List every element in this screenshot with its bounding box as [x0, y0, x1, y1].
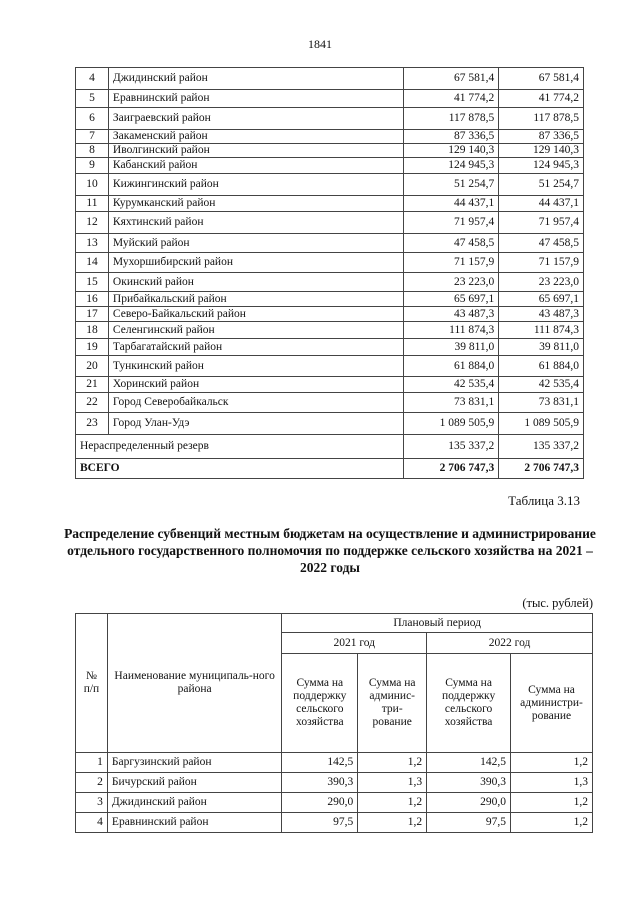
amount-col1: 23 223,0	[403, 273, 499, 292]
table-row	[76, 322, 584, 339]
amount-col2: 117 878,5	[499, 108, 584, 130]
agriculture-subsidy-table	[75, 613, 593, 833]
amount-col1: 111 874,3	[403, 322, 499, 339]
table-row	[76, 253, 584, 273]
admin-2022: 1,2	[511, 753, 593, 773]
support-2022: 390,3	[427, 773, 511, 793]
district-name: Кижингинский район	[108, 174, 403, 196]
admin-2021: 1,2	[358, 793, 427, 813]
header-period: Плановый период	[282, 614, 593, 633]
district-name: Закаменский район	[108, 130, 403, 144]
amount-col1: 124 945,3	[403, 158, 499, 174]
amount-col2: 43 487,3	[499, 307, 584, 322]
support-2022: 290,0	[427, 793, 511, 813]
amount-col1: 43 487,3	[403, 307, 499, 322]
row-number: 9	[76, 158, 109, 174]
row-number: 11	[76, 196, 109, 212]
row-number: 7	[76, 130, 109, 144]
row-number: 21	[76, 377, 109, 393]
reserve-row-label: Нераспределенный резерв	[76, 435, 404, 459]
amount-col2: 1 089 505,9	[499, 413, 584, 435]
amount-col1: 47 458,5	[403, 234, 499, 253]
reserve-row-amount-col2: 135 337,2	[499, 435, 584, 459]
row-number: 15	[76, 273, 109, 292]
table-row	[76, 773, 593, 793]
header-year-2022: 2022 год	[427, 633, 593, 654]
district-name: Джидинский район	[108, 68, 403, 90]
district-name: Бичурский район	[107, 773, 281, 793]
amount-col2: 51 254,7	[499, 174, 584, 196]
row-number: 2	[76, 773, 108, 793]
amount-col1: 39 811,0	[403, 339, 499, 356]
amount-col2: 129 140,3	[499, 144, 584, 158]
amount-col2: 124 945,3	[499, 158, 584, 174]
district-name: Город Улан-Удэ	[108, 413, 403, 435]
row-number: 3	[76, 793, 108, 813]
amount-col2: 44 437,1	[499, 196, 584, 212]
row-number: 13	[76, 234, 109, 253]
row-number: 5	[76, 90, 109, 108]
table-title: Распределение субвенций местным бюджетам на осуществление и администрирование отдельного государственного полномочия по поддержке сельского хозяйства на 2021 – 2022 годы	[64, 526, 596, 575]
amount-col1: 51 254,7	[403, 174, 499, 196]
table-row	[76, 377, 584, 393]
amount-col1: 129 140,3	[403, 144, 499, 158]
amount-col2: 87 336,5	[499, 130, 584, 144]
table-row	[76, 90, 584, 108]
header-admin-2021: Сумма на админис-три-рование	[358, 654, 427, 753]
reserve-row-amount-col1: 135 337,2	[403, 435, 499, 459]
subsidy-table-continued	[75, 67, 584, 479]
district-name: Прибайкальский район	[108, 292, 403, 307]
row-number: 14	[76, 253, 109, 273]
table-row	[76, 753, 593, 773]
header-support-2021: Сумма на поддержку сельского хозяйства	[282, 654, 358, 753]
table-row	[76, 234, 584, 253]
district-name: Муйский район	[108, 234, 403, 253]
amount-col1: 61 884,0	[403, 356, 499, 377]
table-row	[76, 130, 584, 144]
amount-col1: 87 336,5	[403, 130, 499, 144]
row-number: 16	[76, 292, 109, 307]
support-2021: 142,5	[282, 753, 358, 773]
table-row	[76, 813, 593, 833]
district-name: Город Северобайкальск	[108, 393, 403, 413]
amount-col2: 65 697,1	[499, 292, 584, 307]
amount-col1: 41 774,2	[403, 90, 499, 108]
amount-col1: 44 437,1	[403, 196, 499, 212]
total-row-amount-col2: 2 706 747,3	[499, 459, 584, 479]
total-row-amount-col1: 2 706 747,3	[403, 459, 499, 479]
admin-2022: 1,2	[511, 813, 593, 833]
table-row	[76, 68, 584, 90]
district-name: Курумканский район	[108, 196, 403, 212]
row-number: 10	[76, 174, 109, 196]
amount-col2: 71 957,4	[499, 212, 584, 234]
district-name: Хоринский район	[108, 377, 403, 393]
table-row	[76, 339, 584, 356]
table-row	[76, 108, 584, 130]
amount-col2: 47 458,5	[499, 234, 584, 253]
admin-2022: 1,2	[511, 793, 593, 813]
row-number: 4	[76, 68, 109, 90]
table-row	[76, 307, 584, 322]
admin-2022: 1,3	[511, 773, 593, 793]
district-name: Иволгинский район	[108, 144, 403, 158]
district-name: Северо-Байкальский район	[108, 307, 403, 322]
row-number: 20	[76, 356, 109, 377]
header-num: № п/п	[76, 614, 108, 753]
total-row	[76, 459, 584, 479]
amount-col2: 39 811,0	[499, 339, 584, 356]
district-name: Заиграевский район	[108, 108, 403, 130]
amount-col2: 61 884,0	[499, 356, 584, 377]
amount-col2: 71 157,9	[499, 253, 584, 273]
district-name: Тункинский район	[108, 356, 403, 377]
amount-col2: 23 223,0	[499, 273, 584, 292]
table-row	[76, 292, 584, 307]
header-admin-2022: Сумма на администри-рование	[511, 654, 593, 753]
row-number: 22	[76, 393, 109, 413]
amount-col1: 65 697,1	[403, 292, 499, 307]
row-number: 4	[76, 813, 108, 833]
district-name: Джидинский район	[107, 793, 281, 813]
support-2022: 142,5	[427, 753, 511, 773]
amount-col1: 42 535,4	[403, 377, 499, 393]
table-row	[76, 212, 584, 234]
table-row	[76, 393, 584, 413]
district-name: Окинский район	[108, 273, 403, 292]
amount-col2: 111 874,3	[499, 322, 584, 339]
district-name: Еравнинский район	[108, 90, 403, 108]
table-row	[76, 273, 584, 292]
support-2021: 290,0	[282, 793, 358, 813]
amount-col2: 41 774,2	[499, 90, 584, 108]
page-number: 1841	[308, 37, 332, 51]
table-row	[76, 413, 584, 435]
table-caption: Таблица 3.13	[508, 493, 580, 508]
district-name: Кяхтинский район	[108, 212, 403, 234]
district-name: Селенгинский район	[108, 322, 403, 339]
amount-col1: 73 831,1	[403, 393, 499, 413]
support-2022: 97,5	[427, 813, 511, 833]
amount-col1: 1 089 505,9	[403, 413, 499, 435]
row-number: 1	[76, 753, 108, 773]
district-name: Еравнинский район	[107, 813, 281, 833]
amount-col1: 71 957,4	[403, 212, 499, 234]
row-number: 17	[76, 307, 109, 322]
header-support-2022: Сумма на поддержку сельского хозяйства	[427, 654, 511, 753]
amount-col2: 67 581,4	[499, 68, 584, 90]
support-2021: 97,5	[282, 813, 358, 833]
row-number: 18	[76, 322, 109, 339]
table-row	[76, 196, 584, 212]
total-row-label: ВСЕГО	[76, 459, 404, 479]
row-number: 12	[76, 212, 109, 234]
amount-col1: 67 581,4	[403, 68, 499, 90]
district-name: Баргузинский район	[107, 753, 281, 773]
row-number: 19	[76, 339, 109, 356]
amount-col2: 42 535,4	[499, 377, 584, 393]
district-name: Кабанский район	[108, 158, 403, 174]
amount-col1: 71 157,9	[403, 253, 499, 273]
row-number: 23	[76, 413, 109, 435]
table-row	[76, 356, 584, 377]
district-name: Тарбагатайский район	[108, 339, 403, 356]
table-row	[76, 174, 584, 196]
amount-col2: 73 831,1	[499, 393, 584, 413]
table-row	[76, 793, 593, 813]
admin-2021: 1,2	[358, 813, 427, 833]
table-row	[76, 158, 584, 174]
support-2021: 390,3	[282, 773, 358, 793]
admin-2021: 1,3	[358, 773, 427, 793]
header-year-2021: 2021 год	[282, 633, 427, 654]
district-name: Мухоршибирский район	[108, 253, 403, 273]
amount-col1: 117 878,5	[403, 108, 499, 130]
row-number: 8	[76, 144, 109, 158]
row-number: 6	[76, 108, 109, 130]
admin-2021: 1,2	[358, 753, 427, 773]
header-name: Наименование муниципаль-ного района	[107, 614, 281, 753]
table-row	[76, 144, 584, 158]
units-label: (тыс. рублей)	[522, 596, 593, 610]
reserve-row	[76, 435, 584, 459]
